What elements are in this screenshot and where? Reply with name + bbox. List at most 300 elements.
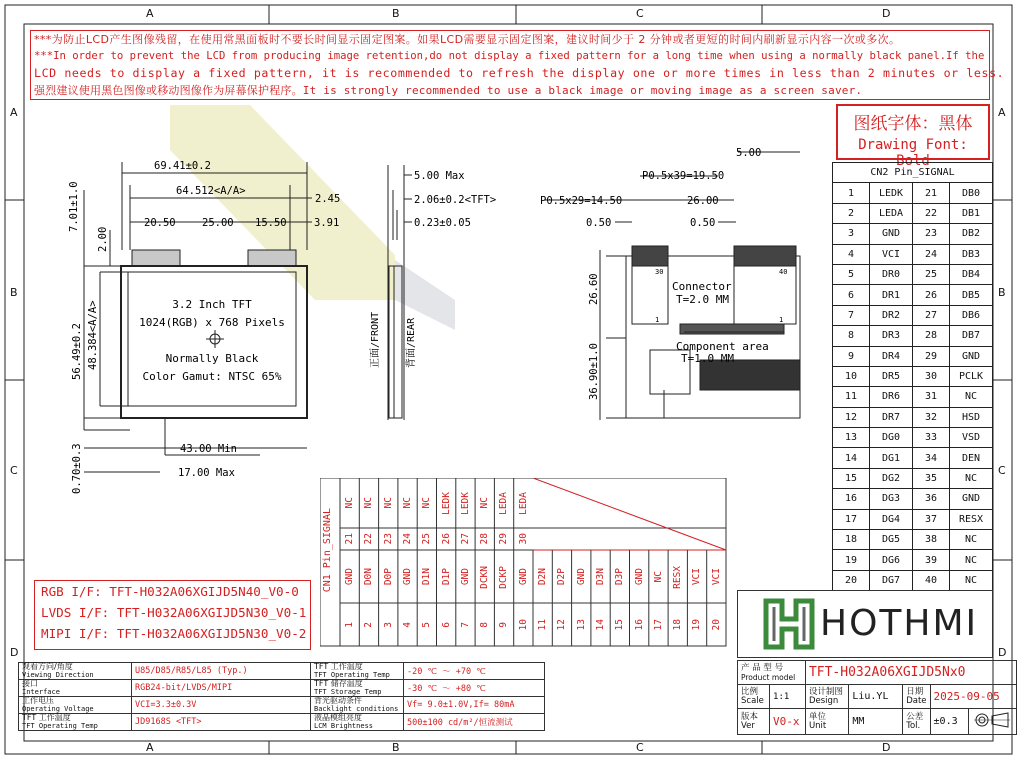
cn1-bottom-signals-cell (421, 554, 432, 600)
scale-value: 1:1 (770, 685, 806, 709)
cn2-row (833, 183, 993, 203)
cn1-bottom-signals-cell (518, 554, 529, 600)
cn2-row (833, 428, 993, 448)
unit-value: MM (849, 709, 903, 735)
cn1-cell-text: LEDA (498, 491, 510, 515)
cn2-pin-number: 11 (833, 387, 870, 407)
cn2-pin-number: 21 (913, 183, 950, 203)
cn2-pin-signal: DG0 (870, 428, 913, 448)
cn1-bottom-signals-cell (344, 554, 355, 600)
connector-label: Connector (672, 280, 732, 293)
dim-outer-width: 69.41±0.2 (154, 160, 211, 172)
cn2-pin-signal: NC (950, 570, 993, 590)
cn1-cell-text: 1 (344, 622, 355, 628)
cn2-row (833, 326, 993, 346)
cn1-bottom-numbers-cell (441, 606, 452, 644)
grid-col-c-top: C (636, 7, 644, 20)
cn1-bottom-numbers-cell (634, 606, 645, 644)
cn1-cell-text: D1N (421, 568, 433, 586)
grid-row-d-left: D (10, 646, 19, 659)
cn2-pin-signal: DR6 (870, 387, 913, 407)
cn1-bottom-signals-cell (498, 554, 509, 600)
cn1-bottom-signals-cell (556, 554, 567, 600)
cn2-pin-signal: DR4 (870, 346, 913, 366)
cn2-pin-signal: DG5 (870, 530, 913, 550)
cn1-cell-text: 12 (556, 619, 568, 631)
cn1-top-signals-cell (441, 480, 452, 526)
spec-view-value: U85/D85/R85/L85 (Typ.) (132, 663, 311, 680)
cn1-bottom-numbers-cell (421, 606, 432, 644)
cn2-pin-number: 27 (913, 305, 950, 325)
cn2-row (833, 224, 993, 244)
component-thickness: T=1.0 MM (681, 352, 734, 365)
cn1-top-signals-cell (363, 480, 374, 526)
cn1-bottom-numbers-cell (653, 606, 664, 644)
cn2-pin-signal: HSD (950, 407, 993, 427)
date-en: Date (906, 695, 927, 706)
cn1-cell-text: NC (382, 497, 394, 509)
spec-iface-zh: 接口 (22, 679, 38, 688)
cn1-bottom-numbers-cell (556, 606, 567, 644)
grid-row-c-right: C (998, 464, 1006, 477)
title-block (737, 660, 1017, 735)
cn1-cell-text: 23 (382, 533, 394, 545)
cn1-bottom-signals-cell (479, 554, 490, 600)
cn2-pin-number: 12 (833, 407, 870, 427)
cn1-bottom-numbers-cell (576, 606, 587, 644)
cn1-top-signals-cell (402, 480, 413, 526)
cn1-cell-text: GND (633, 568, 645, 586)
scale-en: Scale (741, 695, 764, 706)
spec-iface-en: Interface (22, 688, 60, 696)
cn2-row (833, 509, 993, 529)
cn2-pin-number: 16 (833, 489, 870, 509)
cn2-row (833, 285, 993, 305)
cn1-cell-text: VCI (710, 568, 722, 586)
cn2-row (833, 448, 993, 468)
cn2-pin-40-mark: 40 (779, 268, 788, 276)
notice-line-2: ***In order to prevent the LCD from producing image retention,do not display a fixed pattern for a long time when using a normally black panel.If the (34, 50, 985, 62)
cn1-bottom-signals-cell (576, 554, 587, 600)
date-value: 2025-09-05 (930, 685, 1016, 709)
side-dim-max: 5.00 Max (414, 170, 465, 182)
model-value: TFT-H032A06XGIJD5Nx0 (805, 661, 1016, 685)
cn2-pin-number: 18 (833, 530, 870, 550)
design-value: Liu.YL (849, 685, 903, 709)
cn2-row (833, 530, 993, 550)
cn2-pin-signal: DR7 (870, 407, 913, 427)
cn1-cell-text: 15 (614, 619, 626, 631)
spec-view-en: Viewing Direction (22, 671, 94, 679)
drawing-font-box (836, 104, 990, 169)
spec-optemp-value: -20 ℃ ～ +70 ℃ (404, 663, 545, 680)
spec-volt-zh: 工作电压 (22, 696, 54, 705)
dim-bottom-max: 17.00 Max (178, 467, 235, 479)
rear-dim-3690: 36.90±1.0 (588, 343, 600, 400)
grid-row-c-left: C (10, 464, 18, 477)
cn2-pin-signal: GND (950, 346, 993, 366)
cn2-pin-signal: LEDK (870, 183, 913, 203)
spec-optemp-zh: TFT 工作温度 (314, 662, 363, 671)
drawing-font-en: Drawing Font: Bold (858, 137, 968, 169)
cn2-pin-signal: DB5 (950, 285, 993, 305)
spec-volt-value: VCI=3.3±0.3V (132, 697, 311, 714)
cn1-top-signals-cell (479, 480, 490, 526)
grid-col-a-top: A (146, 7, 154, 20)
cn1-bottom-signals-cell (383, 554, 394, 600)
dim-bottom-clearance: 0.70±0.3 (71, 443, 83, 494)
spec-volt-en: Operating Voltage (22, 705, 94, 713)
cn1-cell-text: LEDK (440, 491, 452, 515)
cn2-pin-signal: DG3 (870, 489, 913, 509)
grid-row-b-right: B (998, 286, 1006, 299)
rear-side-label: 背面/REAR (406, 317, 417, 368)
cn2-pin-signal: NC (950, 468, 993, 488)
cn2-pin-signal: DR0 (870, 264, 913, 284)
cn1-bottom-numbers-cell (383, 606, 394, 644)
cn1-cell-text: GND (575, 568, 587, 586)
panel-gamut-text: Color Gamut: NTSC 65% (142, 370, 282, 383)
cn1-cell-text: 27 (459, 533, 471, 545)
cn2-pin-number: 32 (913, 407, 950, 427)
cn2-table-title: CN2 Pin_SIGNAL (833, 163, 993, 183)
cn2-pin-number: 36 (913, 489, 950, 509)
spec-optemp-en: TFT Operating Temp (314, 671, 390, 679)
cn1-cell-text: RESX (672, 565, 684, 589)
cn2-pin-signal: DB3 (950, 244, 993, 264)
cn1-bottom-signals-cell (614, 554, 625, 600)
cn2-row (833, 244, 993, 264)
cn2-pin-number: 29 (913, 346, 950, 366)
cn1-top-numbers-cell (344, 530, 355, 548)
cn1-top-signals-cell (460, 480, 471, 526)
cn1-pin-table (320, 478, 728, 652)
cn1-bottom-numbers-cell (672, 606, 683, 644)
spec-bl-en: Backlight conditions (314, 705, 399, 713)
cn2-pin-signal: DB1 (950, 203, 993, 223)
cn1-bottom-numbers-cell (460, 606, 471, 644)
cn1-top-numbers-cell (383, 530, 394, 548)
cn2-pin-signal: DG1 (870, 448, 913, 468)
cn1-cell-text: 18 (672, 619, 684, 631)
projection-symbol (968, 709, 1016, 735)
cn1-bottom-numbers-cell (498, 606, 509, 644)
cn2-pin-number: 4 (833, 244, 870, 264)
cn2-pin-signal: DR3 (870, 326, 913, 346)
cn1-cell-text: 5 (421, 622, 433, 628)
cn1-cell-text: 20 (710, 619, 722, 631)
cn1-cell-text: NC (401, 497, 413, 509)
cn1-cell-text: 4 (401, 622, 413, 628)
cn1-cell-text: GND (401, 568, 413, 586)
cn2-pin-number: 6 (833, 285, 870, 305)
cn1-top-signals-cell (421, 480, 432, 526)
cn1-cell-text: 29 (498, 533, 510, 545)
cn1-cell-text: GND (344, 568, 355, 586)
cn1-cell-text: D3N (594, 568, 606, 586)
cn2-pin-table (832, 162, 993, 591)
cn2-pin-number: 24 (913, 244, 950, 264)
ver-zh: 版本 (741, 711, 759, 722)
cn1-bottom-signals-cell (402, 554, 413, 600)
design-zh: 设计制图 (808, 686, 843, 697)
cn1-bottom-numbers-cell (614, 606, 625, 644)
side-dim-polarizer: 0.23±0.05 (414, 217, 471, 229)
cn1-cell-text: NC (363, 497, 375, 509)
cn2-pin-signal: GND (870, 224, 913, 244)
cn1-top-numbers-cell (363, 530, 374, 548)
cn1-cell-text: 2 (363, 622, 375, 628)
panel-resolution-text: 1024(RGB) x 768 Pixels (139, 316, 285, 329)
cn2-row (833, 489, 993, 509)
cn2-pin-number: 10 (833, 366, 870, 386)
cn1-cell-text: 26 (440, 533, 452, 545)
cn2-pin-signal: DB6 (950, 305, 993, 325)
cn1-cell-text: 13 (575, 619, 587, 631)
ver-en: Ver (741, 720, 755, 731)
rear-dim-500: 5.00 (736, 147, 762, 159)
cn2-pin-signal: LEDA (870, 203, 913, 223)
cn2-pin-signal: VSD (950, 428, 993, 448)
cn1-cell-text: LEDK (459, 491, 471, 515)
cn2-pin-number: 39 (913, 550, 950, 570)
cn2-pin-signal: DEN (950, 448, 993, 468)
cn1-cell-text: NC (652, 571, 664, 583)
cn2-pin-signal: DB7 (950, 326, 993, 346)
cn2-pin-signal: RESX (950, 509, 993, 529)
cn1-top-numbers-cell (421, 530, 432, 548)
spec-sttemp-zh: TFT 储存温度 (314, 679, 363, 688)
cn2-pin-signal: DR1 (870, 285, 913, 305)
cn1-bottom-signals-cell (363, 554, 374, 600)
cn2-pin-signal: DG7 (870, 570, 913, 590)
cn2-row (833, 264, 993, 284)
cn1-cell-text: 16 (633, 619, 645, 631)
dim-outer-height: 56.49±0.2 (71, 323, 83, 380)
cn2-pin-number: 15 (833, 468, 870, 488)
drawing-font-zh: 图纸字体：黑体 (853, 114, 973, 134)
cn2-pin-number: 14 (833, 448, 870, 468)
cn2-pin-signal: NC (950, 530, 993, 550)
cn1-bottom-numbers-cell (518, 606, 529, 644)
spec-iface-value: RGB24-bit/LVDS/MIPI (132, 680, 311, 697)
cn1-pin-1-mark: 1 (655, 316, 660, 324)
cn1-bottom-signals-cell (441, 554, 452, 600)
brand-name: HOTHMI (820, 603, 979, 644)
notice-line-3: LCD needs to display a fixed pattern, it is recommended to refresh the display one or more times in less than 2 minutes or less. (34, 66, 1005, 80)
cn2-pin-number: 28 (913, 326, 950, 346)
cn2-pin-signal: DB0 (950, 183, 993, 203)
cn1-bottom-numbers-cell (595, 606, 606, 644)
cn1-top-numbers-cell (402, 530, 413, 548)
cn1-top-numbers-cell (479, 530, 490, 548)
cn1-bottom-signals-cell (711, 554, 722, 600)
dim-fpc-left: 20.50 (144, 217, 176, 229)
cn1-cell-text: VCI (691, 568, 703, 586)
panel-mode-text: Normally Black (165, 352, 259, 365)
rear-dim-050-a: 0.50 (586, 217, 612, 229)
dim-fpc-right: 15.50 (255, 217, 287, 229)
cn2-pin-number: 3 (833, 224, 870, 244)
cn2-pin-number: 26 (913, 285, 950, 305)
cn1-cell-text: 24 (401, 533, 413, 545)
grid-col-a-bottom: A (146, 741, 154, 754)
cn2-pin-signal: DB2 (950, 224, 993, 244)
cn1-cell-text: 30 (517, 533, 529, 545)
cn2-pin-signal: VCI (870, 244, 913, 264)
cn2-pin-signal: DR2 (870, 305, 913, 325)
cn2-pin-number: 40 (913, 570, 950, 590)
cn2-pin-number: 34 (913, 448, 950, 468)
cn1-bottom-numbers-cell (344, 606, 355, 644)
cn1-cell-text: DCKP (498, 565, 510, 589)
spec-view-zh: 观看方向/角度 (22, 662, 73, 671)
mipi-interface: MIPI I/F: TFT-H032A06XGIJD5N30_V0-2 (41, 626, 307, 641)
cn1-cell-text: 9 (498, 622, 510, 628)
cn1-top-numbers-cell (498, 530, 509, 548)
cn1-bottom-signals-cell (634, 554, 645, 600)
cn2-pin-signal: DG2 (870, 468, 913, 488)
cn1-cell-text: D1P (440, 568, 452, 586)
cn1-bottom-numbers-cell (711, 606, 722, 644)
cn2-row (833, 305, 993, 325)
spec-lum-value: 500±100 cd/m²/恒流测试 (404, 714, 545, 731)
brand-logo-box (737, 590, 993, 658)
dim-right-offset: 2.45 (315, 193, 341, 205)
component-area-label: Component area (676, 340, 769, 353)
cn1-cell-text: GND (459, 568, 471, 586)
cn2-pin-signal: PCLK (950, 366, 993, 386)
brand-logo-icon (762, 597, 816, 651)
cn1-cell-text: 17 (652, 619, 664, 631)
cn1-cell-text: D3P (614, 568, 626, 586)
cn1-top-numbers-cell (518, 530, 529, 548)
cn2-pin-number: 5 (833, 264, 870, 284)
connector-thickness: T=2.0 MM (676, 293, 729, 306)
panel-size-text: 3.2 Inch TFT (172, 298, 252, 311)
cn2-pin-number: 30 (913, 366, 950, 386)
cn1-cell-text: 8 (479, 622, 491, 628)
rear-dim-pitch40: P0.5x39=19.50 (642, 170, 725, 182)
cn1-bottom-numbers-cell (691, 606, 702, 644)
cn1-pin-30-mark: 30 (655, 268, 664, 276)
cn1-top-signals-cell (498, 480, 509, 526)
unit-en: Unit (808, 720, 827, 731)
cn2-pin-signal: NC (950, 387, 993, 407)
cn1-table-title: CN1 Pin_SIGNAL (322, 508, 333, 593)
tol-en: Tol. (906, 720, 921, 731)
cn1-cell-text: DCKN (479, 565, 491, 589)
ver-value: V0-x (770, 709, 806, 735)
dim-fpc-height: 2.00 (97, 226, 109, 252)
cn1-bottom-signals-cell (691, 554, 702, 600)
cn1-cell-text: 6 (440, 622, 452, 628)
spec-bl-zh: 背光驱动条件 (314, 696, 362, 705)
cn1-cell-text: D0N (363, 568, 375, 586)
cn2-row (833, 346, 993, 366)
cn1-bottom-numbers-cell (537, 606, 548, 644)
cn1-cell-text: 21 (344, 533, 355, 545)
spec-ic-value: JD9168S <TFT> (132, 714, 311, 731)
rear-dim-2660: 26.60 (588, 273, 600, 305)
cn1-bottom-signals-cell (672, 554, 683, 600)
cn1-cell-text: 10 (517, 619, 529, 631)
cn2-pin-signal: DG6 (870, 550, 913, 570)
cn2-pin-number: 38 (913, 530, 950, 550)
dim-fpc-edge: 3.91 (314, 217, 340, 229)
dim-aa-height: 48.384<A/A> (87, 300, 99, 370)
grid-col-b-bottom: B (392, 741, 400, 754)
cn1-top-signals-cell (344, 480, 355, 526)
grid-row-a-left: A (10, 106, 18, 119)
dim-left-outer: 7.01±1.0 (68, 181, 80, 232)
spec-sttemp-en: TFT Storage Temp (314, 688, 382, 696)
grid-row-b-left: B (10, 286, 18, 299)
cn2-pin-number: 20 (833, 570, 870, 590)
cn1-cell-text: 14 (594, 619, 606, 631)
cn1-bottom-numbers-cell (479, 606, 490, 644)
cn1-top-signals-cell (518, 480, 529, 526)
cn1-cell-text: 25 (421, 533, 433, 545)
cn2-row (833, 387, 993, 407)
dim-aa-width: 64.512<A/A> (176, 185, 246, 197)
lvds-interface: LVDS I/F: TFT-H032A06XGIJD5N30_V0-1 (41, 605, 307, 620)
cn1-bottom-signals-cell (595, 554, 606, 600)
cn1-top-numbers-cell (441, 530, 452, 548)
cn2-row (833, 366, 993, 386)
unit-zh: 单位 (808, 711, 826, 722)
cn2-pin-1-mark: 1 (779, 316, 784, 324)
design-en: Design (808, 695, 839, 706)
cn1-bottom-numbers-cell (363, 606, 374, 644)
cn1-bottom-signals-cell (460, 554, 471, 600)
spec-lum-zh: 液晶模组亮度 (314, 713, 362, 722)
cn2-pin-number: 33 (913, 428, 950, 448)
notice-line-4: 强烈建议使用黑色图像或移动图像作为屏幕保护程序。It is strongly recommended to use a black image or moving image as a screen saver. (34, 84, 863, 97)
rgb-interface: RGB I/F: TFT-H032A06XGIJD5N40_V0-0 (41, 584, 299, 599)
cn2-pin-number: 9 (833, 346, 870, 366)
cn1-cell-text: 7 (459, 622, 471, 628)
grid-col-d-top: D (882, 7, 891, 20)
notice-line-1: ***为防止LCD产生图像残留，在使用常黑面板时不要长时间显示固定图案。如果LCD需要显示固定图案，建议时间少于 2 分钟或者更短的时间内刷新显示内容一次或多次。 (34, 33, 901, 46)
cn1-cell-text: 22 (363, 533, 375, 545)
cn2-pin-number: 19 (833, 550, 870, 570)
rear-dim-26: 26.00 (687, 195, 719, 207)
cn1-cell-text: 19 (691, 619, 703, 631)
cn2-row (833, 203, 993, 223)
cn2-pin-number: 2 (833, 203, 870, 223)
cn1-cell-text: 28 (479, 533, 491, 545)
side-dim-tft: 2.06±0.2<TFT> (414, 194, 497, 206)
cn1-bottom-signals-cell (537, 554, 548, 600)
cn2-pin-signal: DG4 (870, 509, 913, 529)
cn2-pin-number: 31 (913, 387, 950, 407)
cn1-cell-text: NC (479, 497, 491, 509)
model-en: Product model (741, 672, 796, 682)
cn2-pin-signal: NC (950, 550, 993, 570)
projection-icon (972, 711, 1012, 729)
cn1-bottom-signals-cell (653, 554, 664, 600)
spec-lum-en: LCM Brightness (314, 722, 374, 730)
cn2-pin-number: 7 (833, 305, 870, 325)
cn1-cell-text: NC (421, 497, 433, 509)
spec-ic-en: TFT Operating Temp (22, 722, 98, 730)
front-side-label: 正面/FRONT (370, 311, 381, 368)
cn1-cell-text: D2P (556, 568, 568, 586)
cn2-pin-number: 8 (833, 326, 870, 346)
cn1-cell-text: D0P (382, 568, 394, 586)
cn2-row (833, 550, 993, 570)
